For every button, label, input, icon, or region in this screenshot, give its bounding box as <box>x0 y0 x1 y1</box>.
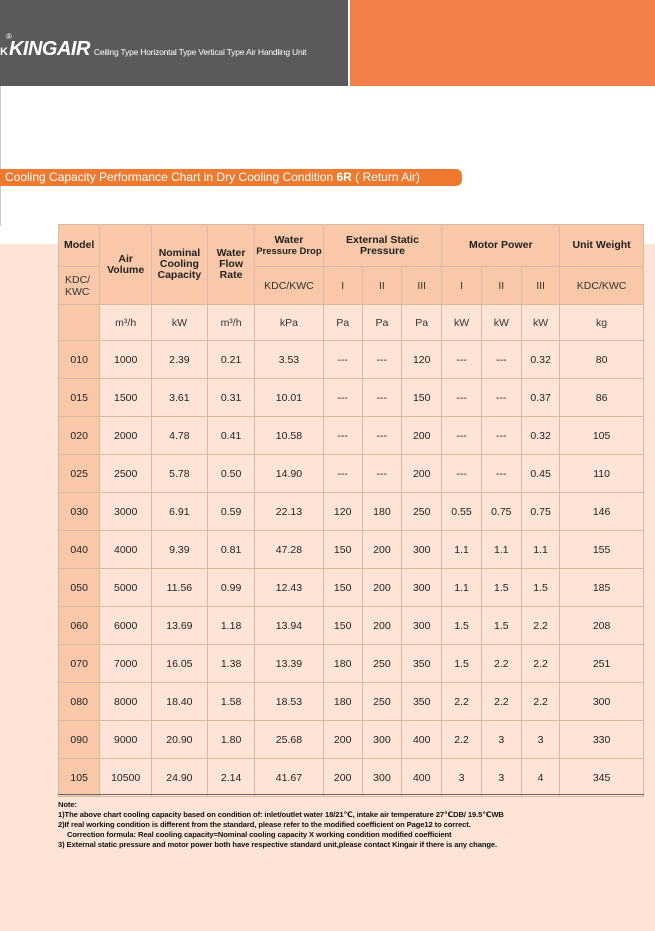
data-cell: 9.39 <box>152 531 208 569</box>
data-cell: 9000 <box>100 721 152 759</box>
header-air-volume: Air Volume <box>100 225 152 305</box>
data-cell: 0.32 <box>521 417 559 455</box>
data-cell: 6000 <box>100 607 152 645</box>
data-cell: --- <box>323 417 362 455</box>
unit-cell: Pa <box>402 305 442 341</box>
data-cell: 0.45 <box>521 455 559 493</box>
data-cell: 0.75 <box>521 493 559 531</box>
performance-table <box>58 224 644 797</box>
table-row <box>59 493 644 531</box>
data-cell: 2.14 <box>207 759 255 797</box>
data-cell: 2.2 <box>442 683 481 721</box>
table-row <box>59 417 644 455</box>
data-cell: 2.2 <box>481 683 521 721</box>
data-cell: 10.01 <box>255 379 323 417</box>
data-cell: 345 <box>560 759 644 797</box>
data-cell: 0.31 <box>207 379 255 417</box>
model-cell: 050 <box>59 569 100 607</box>
table-row <box>59 341 644 379</box>
model-cell: 015 <box>59 379 100 417</box>
section-title-bold: 6R <box>336 170 352 184</box>
header-motor-power: Motor Power <box>442 225 560 267</box>
data-cell: 1500 <box>100 379 152 417</box>
data-cell: 200 <box>402 455 442 493</box>
data-cell: --- <box>362 379 401 417</box>
data-cell: 300 <box>402 569 442 607</box>
data-cell: 1.18 <box>207 607 255 645</box>
data-cell: 3 <box>521 721 559 759</box>
header-unit-weight: Unit Weight <box>560 225 644 267</box>
data-cell: 0.32 <box>521 341 559 379</box>
data-cell: 11.56 <box>152 569 208 607</box>
data-cell: 300 <box>362 721 401 759</box>
data-cell: --- <box>323 379 362 417</box>
data-cell: 251 <box>560 645 644 683</box>
data-cell: --- <box>442 341 481 379</box>
data-cell: 14.90 <box>255 455 323 493</box>
data-cell: 3 <box>481 721 521 759</box>
brand-mark-icon: K <box>0 46 8 58</box>
data-cell: 1.5 <box>481 569 521 607</box>
data-cell: 47.28 <box>255 531 323 569</box>
registered-mark: ® <box>6 32 12 41</box>
data-cell: 200 <box>362 607 401 645</box>
data-cell: 2.2 <box>481 645 521 683</box>
section-title-suffix: ( Return Air) <box>351 170 420 184</box>
data-cell: 0.75 <box>481 493 521 531</box>
data-cell: 3.53 <box>255 341 323 379</box>
data-cell: 2000 <box>100 417 152 455</box>
data-cell: 24.90 <box>152 759 208 797</box>
data-cell: 3 <box>442 759 481 797</box>
data-cell: 180 <box>362 493 401 531</box>
data-cell: 250 <box>362 645 401 683</box>
table-row <box>59 379 644 417</box>
header-water-pressure <box>255 225 323 267</box>
data-cell: --- <box>323 455 362 493</box>
data-cell: 150 <box>402 379 442 417</box>
data-cell: 180 <box>323 645 362 683</box>
data-cell: 300 <box>560 683 644 721</box>
data-cell: 1000 <box>100 341 152 379</box>
data-cell: 3000 <box>100 493 152 531</box>
model-cell: 010 <box>59 341 100 379</box>
header-motor-level-1: I <box>442 267 481 305</box>
data-cell: 300 <box>402 531 442 569</box>
data-cell: 1.5 <box>442 607 481 645</box>
data-cell: 1.5 <box>521 569 559 607</box>
data-cell: 1.5 <box>442 645 481 683</box>
data-cell: 1.1 <box>442 569 481 607</box>
header-external-static: External Static Pressure <box>323 225 442 267</box>
data-cell: 16.05 <box>152 645 208 683</box>
table-row <box>59 683 644 721</box>
unit-cell: kPa <box>255 305 323 341</box>
data-cell: 105 <box>560 417 644 455</box>
data-cell: 150 <box>323 607 362 645</box>
data-cell: 6.91 <box>152 493 208 531</box>
data-cell: 80 <box>560 341 644 379</box>
header-model-sub: KDC/ KWC <box>59 267 100 305</box>
data-cell: 7000 <box>100 645 152 683</box>
data-cell: 5.78 <box>152 455 208 493</box>
model-cell: 080 <box>59 683 100 721</box>
data-cell: 2.2 <box>521 645 559 683</box>
data-cell: --- <box>323 341 362 379</box>
data-cell: --- <box>481 341 521 379</box>
data-cell: 200 <box>362 531 401 569</box>
data-cell: 110 <box>560 455 644 493</box>
notes-block <box>58 800 648 850</box>
data-cell: 250 <box>362 683 401 721</box>
data-cell: 1.1 <box>481 531 521 569</box>
data-cell: 0.59 <box>207 493 255 531</box>
model-cell: 040 <box>59 531 100 569</box>
unit-cell-model <box>59 305 100 341</box>
table-row <box>59 645 644 683</box>
unit-cell: m³/h <box>100 305 152 341</box>
model-cell: 070 <box>59 645 100 683</box>
notes-line-3: Correction formula: Real cooling capacity=Nominal cooling capacity X working condition modified coefficient <box>67 830 452 839</box>
data-cell: 350 <box>402 645 442 683</box>
data-cell: 350 <box>402 683 442 721</box>
data-cell: 200 <box>323 721 362 759</box>
data-cell: 0.99 <box>207 569 255 607</box>
data-cell: 86 <box>560 379 644 417</box>
data-cell: 2.2 <box>521 683 559 721</box>
model-cell: 025 <box>59 455 100 493</box>
table-row <box>59 607 644 645</box>
data-cell: --- <box>362 341 401 379</box>
data-cell: 3.61 <box>152 379 208 417</box>
data-cell: 41.67 <box>255 759 323 797</box>
data-cell: 18.40 <box>152 683 208 721</box>
model-cell: 020 <box>59 417 100 455</box>
header-water-flow: Water Flow Rate <box>207 225 255 305</box>
data-cell: 22.13 <box>255 493 323 531</box>
data-cell: 1.1 <box>442 531 481 569</box>
data-cell: 13.39 <box>255 645 323 683</box>
header-esp-level-1: I <box>323 267 362 305</box>
data-cell: 300 <box>362 759 401 797</box>
header-orange-panel <box>350 0 655 86</box>
data-cell: 1.38 <box>207 645 255 683</box>
data-cell: 300 <box>402 607 442 645</box>
data-cell: 4000 <box>100 531 152 569</box>
unit-cell: Pa <box>323 305 362 341</box>
header-esp-level-2: II <box>362 267 401 305</box>
data-cell: 2.39 <box>152 341 208 379</box>
unit-cell: kg <box>560 305 644 341</box>
data-cell: 180 <box>323 683 362 721</box>
data-cell: 200 <box>362 569 401 607</box>
header-motor-level-3: III <box>521 267 559 305</box>
table-row <box>59 759 644 797</box>
section-title <box>0 169 462 186</box>
data-cell: 250 <box>402 493 442 531</box>
data-cell: 185 <box>560 569 644 607</box>
data-cell: 150 <box>323 569 362 607</box>
data-cell: 13.69 <box>152 607 208 645</box>
data-cell: 0.37 <box>521 379 559 417</box>
data-cell: 400 <box>402 721 442 759</box>
table-row <box>59 721 644 759</box>
data-cell: --- <box>442 379 481 417</box>
header-unit-weight-sub: KDC/KWC <box>560 267 644 305</box>
data-cell: --- <box>481 455 521 493</box>
left-margin-rule <box>0 86 1 226</box>
table-row <box>59 569 644 607</box>
data-cell: 1.5 <box>481 607 521 645</box>
data-cell: 10.58 <box>255 417 323 455</box>
header-water-pressure-sub: KDC/KWC <box>255 267 323 305</box>
data-cell: 120 <box>402 341 442 379</box>
data-cell: 8000 <box>100 683 152 721</box>
data-cell: 3 <box>481 759 521 797</box>
data-cell: --- <box>481 379 521 417</box>
data-cell: 208 <box>560 607 644 645</box>
data-cell: 25.68 <box>255 721 323 759</box>
data-cell: 4.78 <box>152 417 208 455</box>
data-cell: --- <box>362 417 401 455</box>
data-cell: 12.43 <box>255 569 323 607</box>
data-cell: 0.41 <box>207 417 255 455</box>
notes-title: Note: <box>58 800 77 809</box>
unit-cell: kW <box>152 305 208 341</box>
unit-cell: kW <box>521 305 559 341</box>
unit-cell: kW <box>442 305 481 341</box>
data-cell: 0.50 <box>207 455 255 493</box>
data-cell: 200 <box>402 417 442 455</box>
data-cell: --- <box>442 417 481 455</box>
data-cell: 146 <box>560 493 644 531</box>
data-cell: 400 <box>402 759 442 797</box>
data-cell: 1.80 <box>207 721 255 759</box>
unit-cell: Pa <box>362 305 401 341</box>
header-water-pressure-top: Water <box>274 233 304 246</box>
data-cell: 2.2 <box>521 607 559 645</box>
data-cell: 200 <box>323 759 362 797</box>
notes-line-4: 3) External static pressure and motor power both have respective standard unit,please contact Kingair if there is any change. <box>58 840 498 849</box>
brand-logo <box>0 32 307 62</box>
data-cell: 0.81 <box>207 531 255 569</box>
brand-name: KINGAIR <box>8 38 90 60</box>
data-cell: 0.55 <box>442 493 481 531</box>
data-cell: 1.1 <box>521 531 559 569</box>
header-esp-level-3: III <box>402 267 442 305</box>
data-cell: 2.2 <box>442 721 481 759</box>
header-model: Model <box>59 225 100 267</box>
header-motor-level-2: II <box>481 267 521 305</box>
header-water-pressure-bottom: Pressure Drop <box>256 245 322 257</box>
data-cell: 4 <box>521 759 559 797</box>
data-cell: --- <box>481 417 521 455</box>
table-underline <box>58 794 644 795</box>
model-cell: 105 <box>59 759 100 797</box>
notes-line-1: 1)The above chart cooling capacity based on condition of: inlet/outlet water 18/21℃, intake air temperature 27℃DB/ 19.5℃WB <box>58 810 504 819</box>
data-cell: 2500 <box>100 455 152 493</box>
data-cell: --- <box>442 455 481 493</box>
model-cell: 090 <box>59 721 100 759</box>
data-cell: 18.53 <box>255 683 323 721</box>
model-cell: 060 <box>59 607 100 645</box>
data-cell: 120 <box>323 493 362 531</box>
table-row <box>59 531 644 569</box>
data-cell: --- <box>362 455 401 493</box>
data-cell: 5000 <box>100 569 152 607</box>
data-cell: 10500 <box>100 759 152 797</box>
unit-cell: m³/h <box>207 305 255 341</box>
section-title-prefix: Cooling Capacity Performance Chart in Dry Cooling Condition <box>5 170 337 184</box>
brand-subtitle: Ceiling Type Horizontal Type Vertical Type Air Handling Unit <box>93 47 307 57</box>
data-cell: 20.90 <box>152 721 208 759</box>
unit-cell: kW <box>481 305 521 341</box>
notes-line-2: 2)If real working condition is different from the standard, please refer to the modified coefficient on Page12 to correct. <box>58 820 471 829</box>
data-cell: 330 <box>560 721 644 759</box>
data-cell: 150 <box>323 531 362 569</box>
data-cell: 155 <box>560 531 644 569</box>
data-cell: 1.58 <box>207 683 255 721</box>
data-cell: 13.94 <box>255 607 323 645</box>
data-cell: 0.21 <box>207 341 255 379</box>
table-row <box>59 455 644 493</box>
model-cell: 030 <box>59 493 100 531</box>
header-nominal-cooling: Nominal Cooling Capacity <box>152 225 208 305</box>
